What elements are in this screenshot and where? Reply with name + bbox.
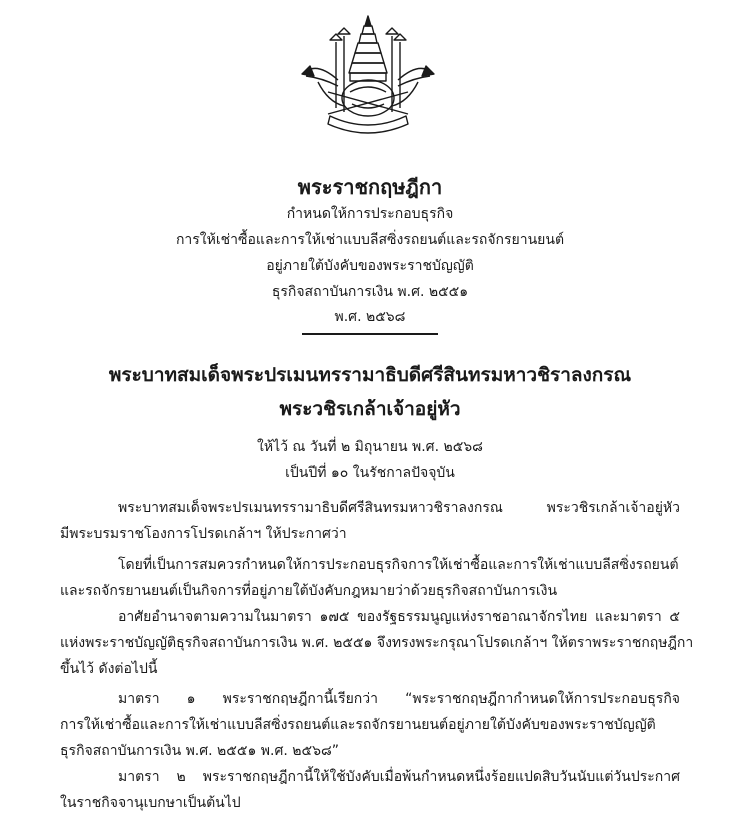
paragraph-1-line-2: มีพระบรมราชโองการโปรดเกล้าฯ ให้ประกาศว่า bbox=[60, 526, 347, 542]
given-date: ให้ไว้ ณ วันที่ ๒ มิถุนายน พ.ศ. ๒๕๖๘ bbox=[257, 439, 483, 455]
section-2-line-1: มาตรา ๒ พระราชกฤษฎีกานี้ให้ใช้บังคับเมื่อพ้นกำหนดหนึ่งร้อยแปดสิบวันนับแต่วันประกาศ bbox=[118, 769, 680, 785]
subtitle-line-2: การให้เช่าซื้อและการให้เช่าแบบลีสซิ่งรถยนต์และรถจักรยานยนต์ bbox=[175, 232, 565, 248]
paragraph-2-line-1: โดยที่เป็นการสมควรกำหนดให้การประกอบธุรกิจการให้เช่าซื้อและการให้เช่าแบบลีสซิ่งรถยนต์ bbox=[118, 557, 679, 573]
title-divider bbox=[302, 333, 438, 335]
royal-emblem-icon bbox=[288, 12, 448, 136]
subtitle-line-3: อยู่ภายใต้บังคับของพระราชบัญญัติ bbox=[266, 258, 474, 274]
subtitle-line-1: กำหนดให้การประกอบธุรกิจ bbox=[286, 206, 454, 222]
subtitle-line-4: ธุรกิจสถาบันการเงิน พ.ศ. ๒๕๕๑ bbox=[271, 284, 469, 300]
section-1-line-3: ธุรกิจสถาบันการเงิน พ.ศ. ๒๕๕๑ พ.ศ. ๒๕๖๘” bbox=[60, 743, 340, 759]
document-title: พระราชกฤษฎีกา bbox=[297, 175, 443, 199]
paragraph-3-line-3: ขึ้นไว้ ดังต่อไปนี้ bbox=[60, 661, 158, 677]
paragraph-1-line-1: พระบาทสมเด็จพระปรเมนทรรามาธิบดีศรีสินทรมหาวชิราลงกรณ พระวชิรเกล้าเจ้าอยู่หัว bbox=[118, 500, 680, 516]
paragraph-3-line-1: อาศัยอำนาจตามความในมาตรา ๑๗๕ ของรัฐธรรมนูญแห่งราชอาณาจักรไทย และมาตรา ๕ bbox=[118, 609, 680, 625]
paragraph-3-line-2: แห่งพระราชบัญญัติธุรกิจสถาบันการเงิน พ.ศ. ๒๕๕๑ จึงทรงพระกรุณาโปรดเกล้าฯ ให้ตราพระราชกฤษฎีกา bbox=[60, 635, 694, 651]
paragraph-2-line-2: และรถจักรยานยนต์เป็นกิจการที่อยู่ภายใต้บังคับกฎหมายว่าด้วยธุรกิจสถาบันการเงิน bbox=[60, 583, 558, 599]
king-name-line-2: พระวชิรเกล้าเจ้าอยู่หัว bbox=[279, 398, 461, 420]
section-1-line-2: การให้เช่าซื้อและการให้เช่าแบบลีสซิ่งรถยนต์และรถจักรยานยนต์อยู่ภายใต้บังคับของพระราชบัญญัติ bbox=[60, 717, 656, 733]
reign-year: เป็นปีที่ ๑๐ ในรัชกาลปัจจุบัน bbox=[285, 465, 455, 481]
king-name-line-1: พระบาทสมเด็จพระปรเมนทรรามาธิบดีศรีสินทรมหาวชิราลงกรณ bbox=[108, 364, 632, 386]
subtitle-year: พ.ศ. ๒๕๖๘ bbox=[334, 309, 406, 325]
section-2-line-2: ในราชกิจจานุเบกษาเป็นต้นไป bbox=[60, 795, 241, 811]
section-1-line-1: มาตรา ๑ พระราชกฤษฎีกานี้เรียกว่า “พระราชกฤษฎีกากำหนดให้การประกอบธุรกิจ bbox=[118, 691, 680, 707]
